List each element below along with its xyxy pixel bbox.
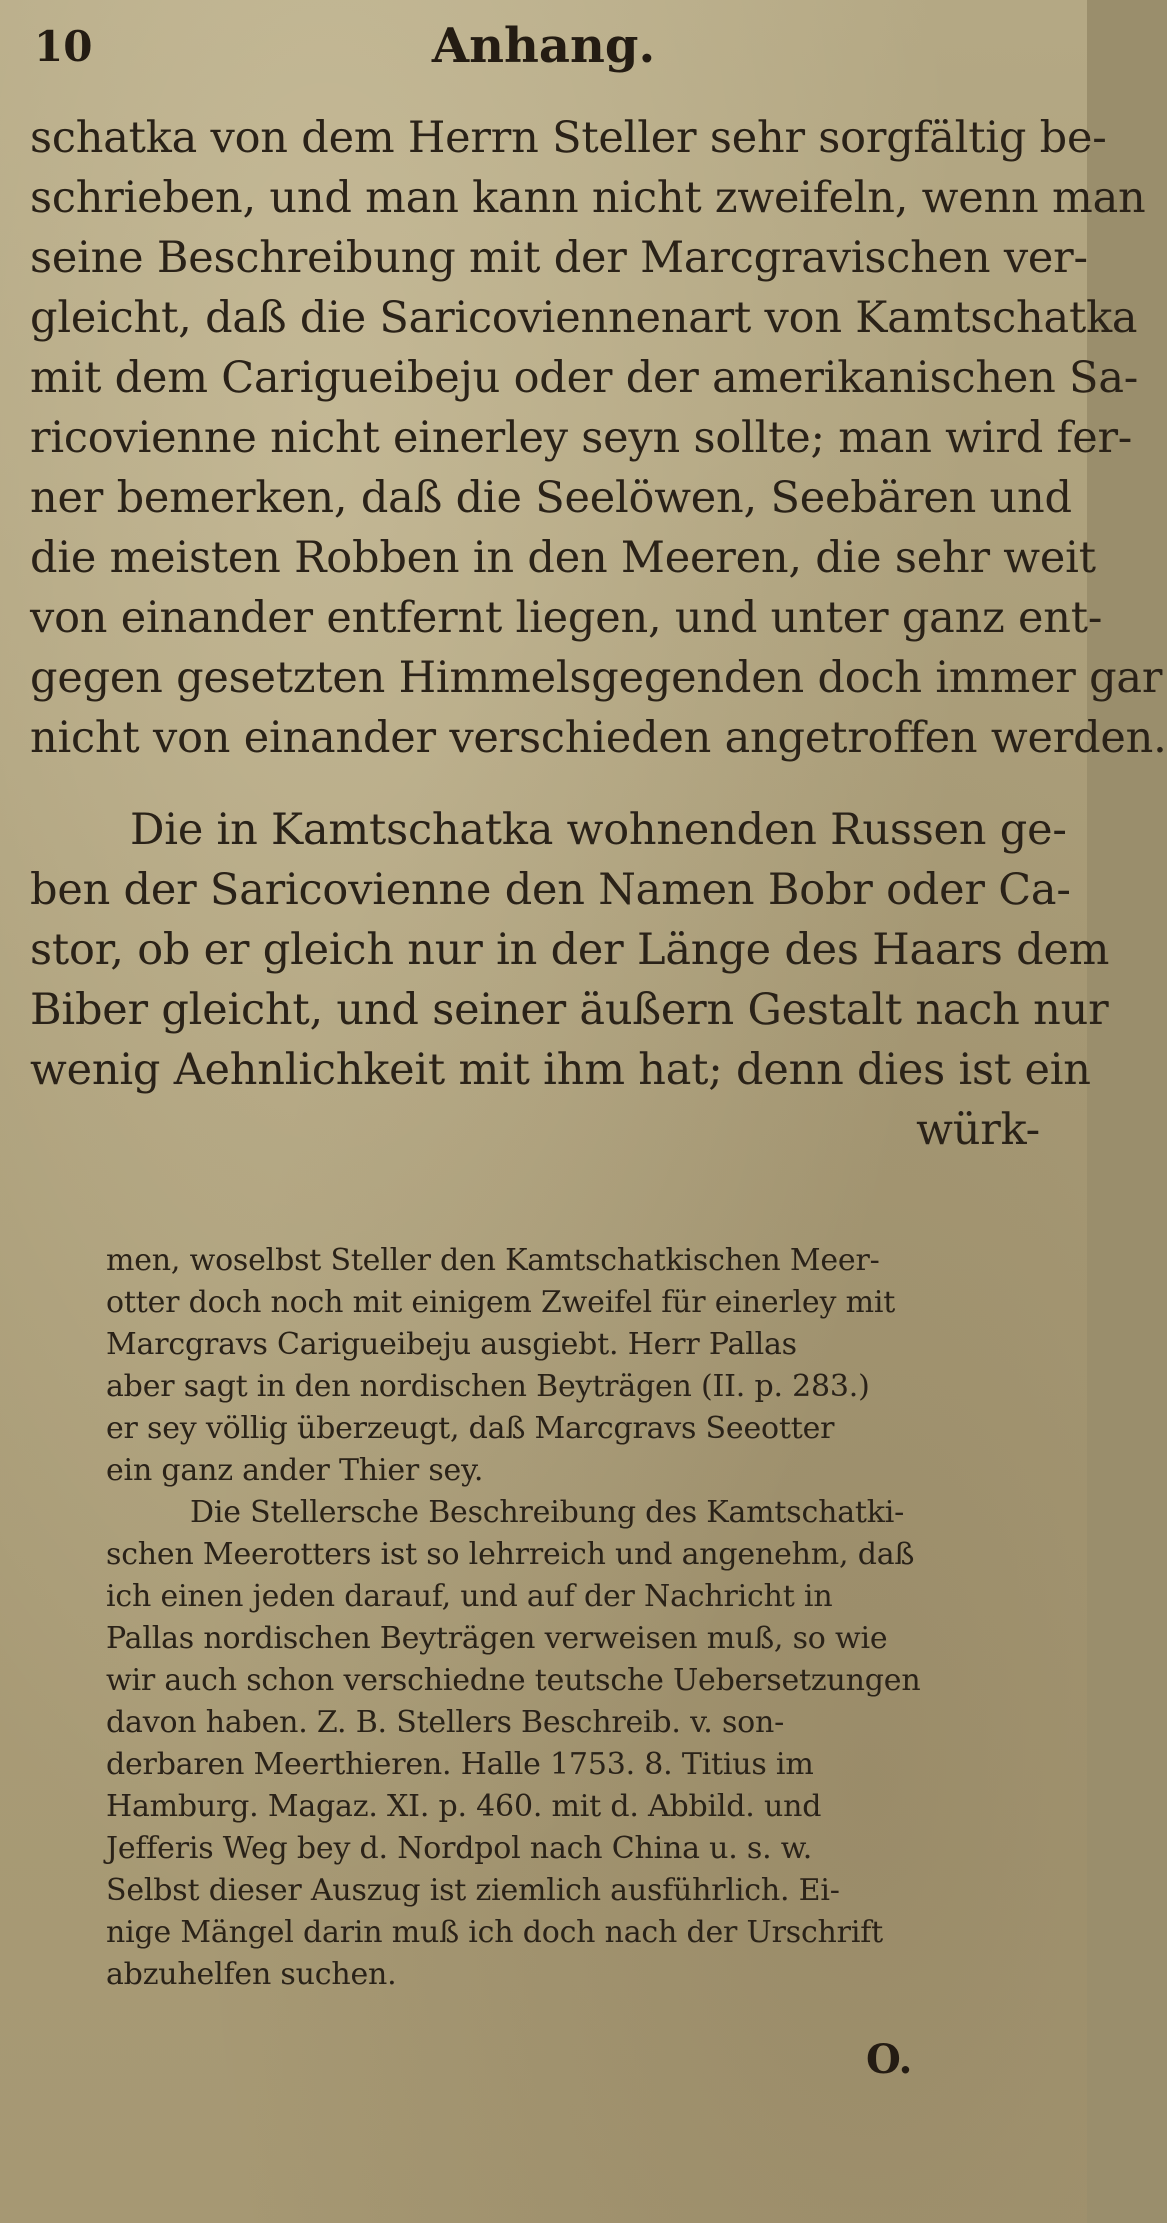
main-text-line: Biber gleicht, und seiner äußern Gestalt nach nur: [30, 985, 1109, 1035]
footnote-line: davon haben. Z. B. Stellers Beschreib. v. son-: [106, 1705, 785, 1740]
main-text-line: Die in Kamtschatka wohnenden Russen ge-: [130, 805, 1067, 855]
main-text-line: schrieben, und man kann nicht zweifeln, wenn man: [30, 173, 1146, 223]
main-text-line: gleicht, daß die Saricoviennenart von Kamtschatka: [30, 293, 1138, 343]
main-text-line: seine Beschreibung mit der Marcgravischen ver-: [30, 233, 1088, 283]
main-text-line: von einander entfernt liegen, und unter ganz ent-: [30, 593, 1103, 643]
footnote-line: ich einen jeden darauf, und auf der Nachricht in: [106, 1579, 833, 1614]
footnote-line: men, woselbst Steller den Kamtschatkischen Meer-: [106, 1243, 880, 1278]
footnote-line: schen Meerotters ist so lehrreich und angenehm, daß: [106, 1537, 915, 1572]
footnote-line: ein ganz ander Thier sey.: [106, 1453, 484, 1488]
footnote-line: nige Mängel darin muß ich doch nach der Urschrift: [106, 1915, 883, 1950]
footnote-line: Pallas nordischen Beyträgen verweisen muß, so wie: [106, 1621, 888, 1656]
paragraph-gap: [30, 768, 1050, 800]
footnote-line: Jefferis Weg bey d. Nordpol nach China u. s. w.: [106, 1831, 813, 1866]
footnote-signature: O.: [866, 2036, 913, 2083]
catchword: würk-: [916, 1105, 1040, 1155]
main-text-line: ner bemerken, daß die Seelöwen, Seebären und: [30, 473, 1072, 523]
main-text-line: stor, ob er gleich nur in der Länge des Haars dem: [30, 925, 1110, 975]
footnote-line: Marcgravs Carigueibeju ausgiebt. Herr Pallas: [106, 1327, 797, 1362]
main-text-line: ben der Saricovienne den Namen Bobr oder Ca-: [30, 865, 1071, 915]
footnote-line: Selbst dieser Auszug ist ziemlich ausführlich. Ei-: [106, 1873, 840, 1908]
main-text-line: wenig Aehnlichkeit mit ihm hat; denn dies ist ein: [30, 1045, 1091, 1095]
footnote-line: abzuhelfen suchen.: [106, 1957, 397, 1992]
footnote-line: Die Stellersche Beschreibung des Kamtschatki-: [190, 1495, 905, 1530]
main-text-line: nicht von einander verschieden angetroffen werden.: [30, 713, 1167, 763]
main-text-line: die meisten Robben in den Meeren, die sehr weit: [30, 533, 1096, 583]
footnote-line: Hamburg. Magaz. XI. p. 460. mit d. Abbild. und: [106, 1789, 822, 1824]
footnote-line: derbaren Meerthieren. Halle 1753. 8. Titius im: [106, 1747, 814, 1782]
footnote-line: er sey völlig überzeugt, daß Marcgravs Seeotter: [106, 1411, 835, 1446]
main-text-line: mit dem Carigueibeju oder der amerikanischen Sa-: [30, 353, 1139, 403]
main-text-line: ricovienne nicht einerley seyn sollte; man wird fer-: [30, 413, 1133, 463]
main-text-line: gegen gesetzten Himmelsgegenden doch immer gar: [30, 653, 1163, 703]
footnote-block: [106, 1240, 1066, 1996]
footnote-line: wir auch schon verschiedne teutsche Uebersetzungen: [106, 1663, 921, 1698]
main-text-line: schatka von dem Herrn Steller sehr sorgfältig be-: [30, 113, 1107, 163]
footnote-line: aber sagt in den nordischen Beyträgen (II. p. 283.): [106, 1369, 870, 1404]
footnote-line: otter doch noch mit einigem Zweifel für einerley mit: [106, 1285, 896, 1320]
running-head: Anhang.: [431, 18, 656, 74]
page-number: 10: [34, 22, 93, 71]
main-text-block: [30, 108, 1167, 1160]
